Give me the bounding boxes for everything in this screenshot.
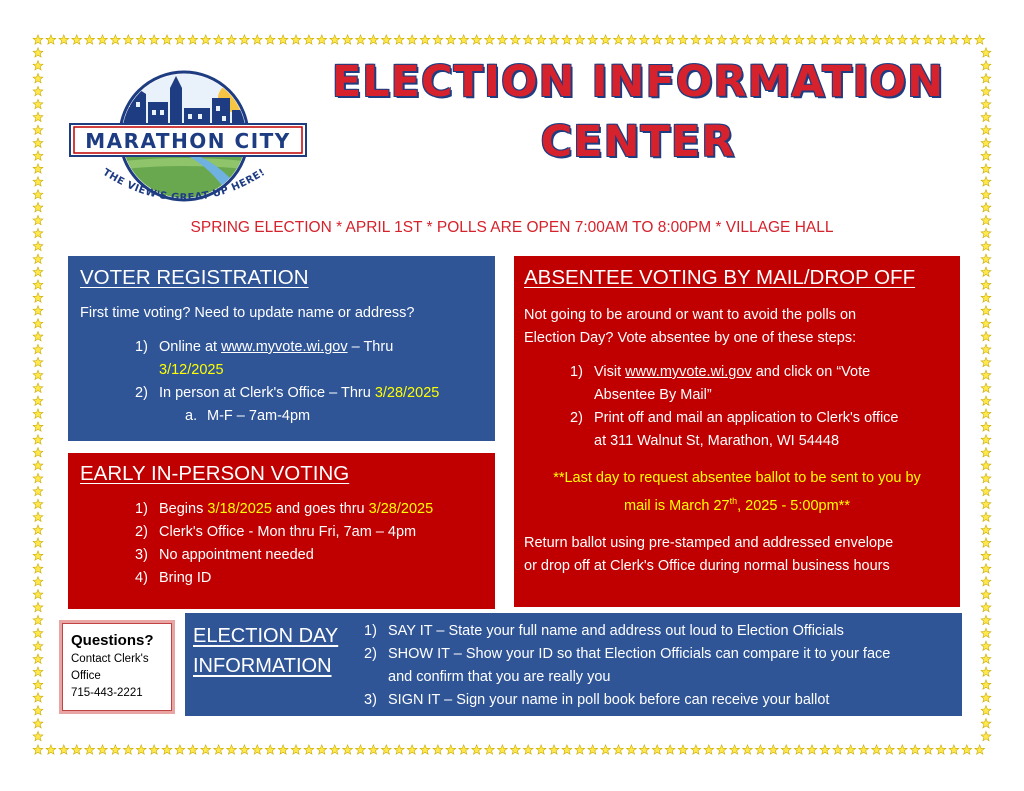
- border-star: [981, 448, 991, 457]
- border-star: [162, 745, 172, 754]
- border-star: [981, 86, 991, 95]
- border-star: [433, 745, 443, 754]
- border-star: [304, 745, 314, 754]
- border-star: [981, 48, 991, 57]
- border-star: [981, 99, 991, 108]
- border-star: [188, 745, 198, 754]
- border-star: [33, 409, 43, 418]
- border-star: [407, 35, 417, 44]
- border-star: [291, 745, 301, 754]
- page-title: [318, 52, 958, 172]
- border-star: [330, 35, 340, 44]
- border-star: [923, 745, 933, 754]
- border-star: [33, 590, 43, 599]
- border-star: [46, 745, 56, 754]
- border-star: [485, 35, 495, 44]
- border-star: [33, 422, 43, 431]
- border-star: [33, 86, 43, 95]
- border-star: [981, 602, 991, 611]
- border-star: [981, 332, 991, 341]
- border-star: [704, 35, 714, 44]
- border-star: [562, 745, 572, 754]
- logo-name: MARATHON CITY: [85, 129, 291, 153]
- border-star: [549, 35, 559, 44]
- border-star: [201, 745, 211, 754]
- border-star: [981, 435, 991, 444]
- border-star: [278, 745, 288, 754]
- border-star: [265, 35, 275, 44]
- border-star: [59, 745, 69, 754]
- border-star: [981, 577, 991, 586]
- border-star: [781, 35, 791, 44]
- myvote-link[interactable]: www.myvote.wi.gov: [625, 364, 752, 380]
- border-star: [981, 357, 991, 366]
- border-star: [981, 525, 991, 534]
- border-star: [407, 745, 417, 754]
- border-star: [98, 35, 108, 44]
- border-star: [981, 203, 991, 212]
- border-star: [33, 719, 43, 728]
- border-star: [510, 35, 520, 44]
- border-star: [756, 35, 766, 44]
- border-star: [123, 35, 133, 44]
- list-item: a. M-F – 7am-4pm: [185, 408, 311, 424]
- election-day-heading: ELECTION DAY INFORMATION: [193, 625, 339, 677]
- border-star: [981, 422, 991, 431]
- border-star: [981, 151, 991, 160]
- border-star: [33, 74, 43, 83]
- border-star: [33, 602, 43, 611]
- border-star: [33, 99, 43, 108]
- border-star: [227, 35, 237, 44]
- border-star: [601, 35, 611, 44]
- border-star: [304, 35, 314, 44]
- border-star: [33, 267, 43, 276]
- border-star: [33, 551, 43, 560]
- border-star: [33, 35, 43, 44]
- border-star: [981, 125, 991, 134]
- border-star: [562, 35, 572, 44]
- early-voting-panel: [68, 453, 495, 609]
- absentee-voting-heading: ABSENTEE VOTING BY MAIL/DROP OFF: [524, 266, 916, 289]
- border-star: [981, 164, 991, 173]
- border-star: [756, 745, 766, 754]
- border-star: [730, 35, 740, 44]
- border-star: [743, 745, 753, 754]
- border-star: [691, 745, 701, 754]
- border-star: [614, 35, 624, 44]
- border-star: [981, 319, 991, 328]
- border-star: [33, 486, 43, 495]
- border-star: [910, 745, 920, 754]
- border-star: [536, 35, 546, 44]
- list-item: 2) Clerk's Office - Mon thru Fri, 7am – 4pm: [135, 524, 417, 540]
- clerk-phone: 715-443-2221: [71, 687, 143, 699]
- border-star: [730, 745, 740, 754]
- early-voting-list: [80, 498, 485, 590]
- border-star: [678, 35, 688, 44]
- border-star: [981, 680, 991, 689]
- border-star: [33, 190, 43, 199]
- border-star: [46, 35, 56, 44]
- border-star: [33, 177, 43, 186]
- voter-registration-panel: [68, 256, 495, 441]
- border-star: [981, 486, 991, 495]
- border-star: [394, 745, 404, 754]
- border-star: [33, 628, 43, 637]
- border-star: [833, 35, 843, 44]
- border-star: [33, 615, 43, 624]
- border-star: [201, 35, 211, 44]
- absentee-intro: Not going to be around or want to avoid the polls on Election Day? Vote absentee by one of these steps:: [524, 307, 857, 346]
- border-star: [123, 745, 133, 754]
- election-day-list: [364, 620, 958, 712]
- border-star: [33, 319, 43, 328]
- border-star: [33, 461, 43, 470]
- list-item: 1) Online at www.myvote.wi.gov – Thru 3/12/2025: [135, 339, 394, 378]
- list-item: 3) SIGN IT – Sign your name in poll book before can receive your ballot: [364, 692, 830, 708]
- border-star: [575, 745, 585, 754]
- border-star: [981, 667, 991, 676]
- border-star: [981, 564, 991, 573]
- border-star: [317, 35, 327, 44]
- border-star: [981, 61, 991, 70]
- border-star: [981, 177, 991, 186]
- border-star: [846, 35, 856, 44]
- questions-title: Questions?: [71, 632, 154, 649]
- border-star: [265, 745, 275, 754]
- border-star: [33, 435, 43, 444]
- border-star: [33, 667, 43, 676]
- border-star: [936, 745, 946, 754]
- border-star: [291, 35, 301, 44]
- border-star: [85, 35, 95, 44]
- border-star: [872, 745, 882, 754]
- election-day-panel: [185, 613, 962, 716]
- border-star: [33, 112, 43, 121]
- border-star: [981, 461, 991, 470]
- border-star: [33, 138, 43, 147]
- voter-registration-list: [80, 336, 485, 428]
- border-star: [981, 344, 991, 353]
- border-star: [330, 745, 340, 754]
- border-star: [356, 35, 366, 44]
- border-star: [665, 35, 675, 44]
- border-star: [136, 35, 146, 44]
- border-star: [33, 332, 43, 341]
- border-star: [897, 35, 907, 44]
- border-star: [743, 35, 753, 44]
- logo-tagline: THE VIEW'S GREAT UP HERE!: [100, 166, 268, 204]
- border-star: [420, 745, 430, 754]
- border-star: [981, 693, 991, 702]
- border-star: [910, 35, 920, 44]
- absentee-return-info: Return ballot using pre-stamped and addressed envelope or drop off at Clerk's Office during normal business hours: [524, 534, 894, 574]
- border-star: [72, 745, 82, 754]
- border-star: [981, 190, 991, 199]
- list-item: 3) No appointment needed: [135, 547, 314, 563]
- questions-box: [59, 620, 175, 714]
- border-star: [33, 745, 43, 754]
- border-star: [149, 35, 159, 44]
- list-item: 2) Print off and mail an application to Clerk's office at 311 Walnut St, Marathon, WI 54448: [570, 410, 899, 449]
- border-star: [981, 473, 991, 482]
- border-star: [472, 745, 482, 754]
- border-star: [498, 745, 508, 754]
- border-star: [33, 48, 43, 57]
- border-star: [33, 370, 43, 379]
- title-line-1: ELECTION INFORMATION: [331, 57, 945, 107]
- border-star: [33, 654, 43, 663]
- border-star: [343, 745, 353, 754]
- border-star: [768, 745, 778, 754]
- border-star: [794, 35, 804, 44]
- border-star: [897, 745, 907, 754]
- border-star: [717, 745, 727, 754]
- border-star: [981, 654, 991, 663]
- voter-registration-heading: VOTER REGISTRATION: [80, 266, 309, 289]
- border-star: [33, 396, 43, 405]
- election-banner-text: SPRING ELECTION * APRIL 1ST * POLLS ARE OPEN 7:00AM TO 8:00PM * VILLAGE HALL: [190, 219, 834, 236]
- marathon-city-logo: [64, 58, 312, 210]
- border-star: [149, 745, 159, 754]
- border-star: [588, 745, 598, 754]
- border-star: [949, 35, 959, 44]
- border-star: [33, 125, 43, 134]
- border-star: [33, 241, 43, 250]
- absentee-steps-list: [524, 361, 950, 453]
- border-star: [420, 35, 430, 44]
- border-star: [639, 745, 649, 754]
- border-star: [981, 370, 991, 379]
- border-star: [33, 357, 43, 366]
- border-star: [381, 745, 391, 754]
- border-star: [510, 745, 520, 754]
- border-star: [381, 35, 391, 44]
- border-star: [33, 344, 43, 353]
- border-star: [981, 409, 991, 418]
- border-star: [717, 35, 727, 44]
- border-star: [33, 693, 43, 702]
- border-star: [665, 745, 675, 754]
- border-star: [859, 35, 869, 44]
- border-star: [317, 745, 327, 754]
- early-voting-heading: EARLY IN-PERSON VOTING: [80, 462, 350, 485]
- border-star: [33, 577, 43, 586]
- border-star: [278, 35, 288, 44]
- border-star: [981, 280, 991, 289]
- list-item: 1) Visit www.myvote.wi.gov and click on “Vote Absentee By Mail”: [570, 364, 871, 403]
- border-star: [614, 745, 624, 754]
- border-star: [33, 538, 43, 547]
- border-star: [85, 745, 95, 754]
- border-star: [588, 35, 598, 44]
- border-star: [936, 35, 946, 44]
- border-star: [820, 745, 830, 754]
- border-star: [472, 35, 482, 44]
- border-star: [214, 35, 224, 44]
- list-item: 1) SAY IT – State your full name and address out loud to Election Officials: [364, 623, 844, 639]
- list-item: 2) In person at Clerk's Office – Thru 3/28/2025: [135, 385, 440, 401]
- list-item: 4) Bring ID: [135, 570, 212, 586]
- border-star: [33, 706, 43, 715]
- border-star: [214, 745, 224, 754]
- border-star: [981, 306, 991, 315]
- border-star: [678, 745, 688, 754]
- border-star: [33, 61, 43, 70]
- list-item: 1) Begins 3/18/2025 and goes thru 3/28/2025: [135, 501, 434, 517]
- border-star: [691, 35, 701, 44]
- border-star: [33, 680, 43, 689]
- border-star: [343, 35, 353, 44]
- border-star: [981, 267, 991, 276]
- border-star: [252, 35, 262, 44]
- border-star: [781, 745, 791, 754]
- border-star: [652, 35, 662, 44]
- border-star: [33, 731, 43, 740]
- border-star: [923, 35, 933, 44]
- border-star: [981, 590, 991, 599]
- border-star: [136, 745, 146, 754]
- border-star: [59, 35, 69, 44]
- border-star: [981, 112, 991, 121]
- border-star: [33, 383, 43, 392]
- border-star: [523, 35, 533, 44]
- border-star: [627, 745, 637, 754]
- myvote-link[interactable]: www.myvote.wi.gov: [221, 339, 348, 355]
- border-star: [33, 512, 43, 521]
- border-star: [33, 473, 43, 482]
- border-star: [433, 35, 443, 44]
- border-star: [33, 448, 43, 457]
- border-star: [33, 164, 43, 173]
- border-star: [794, 745, 804, 754]
- border-star: [981, 538, 991, 547]
- border-star: [111, 35, 121, 44]
- border-star: [369, 35, 379, 44]
- border-star: [98, 745, 108, 754]
- absentee-deadline-note: **Last day to request absentee ballot to be sent to you by mail is March 27th, 2025 - 5:00pm**: [553, 470, 921, 514]
- border-star: [188, 35, 198, 44]
- border-star: [627, 35, 637, 44]
- border-star: [485, 745, 495, 754]
- border-star: [807, 35, 817, 44]
- border-star: [33, 280, 43, 289]
- border-star: [240, 745, 250, 754]
- border-star: [33, 151, 43, 160]
- border-star: [981, 615, 991, 624]
- border-star: [820, 35, 830, 44]
- border-star: [575, 35, 585, 44]
- border-star: [498, 35, 508, 44]
- border-star: [704, 745, 714, 754]
- border-star: [885, 745, 895, 754]
- border-star: [652, 745, 662, 754]
- border-star: [33, 306, 43, 315]
- border-star: [981, 254, 991, 263]
- border-star: [252, 745, 262, 754]
- border-star: [356, 745, 366, 754]
- border-star: [33, 525, 43, 534]
- border-star: [33, 641, 43, 650]
- border-star: [446, 745, 456, 754]
- border-star: [981, 74, 991, 83]
- border-star: [601, 745, 611, 754]
- border-star: [981, 512, 991, 521]
- border-star: [981, 551, 991, 560]
- absentee-voting-panel: [514, 256, 960, 607]
- border-star: [981, 499, 991, 508]
- border-star: [175, 35, 185, 44]
- border-star: [639, 35, 649, 44]
- border-star: [981, 731, 991, 740]
- border-star: [981, 293, 991, 302]
- border-star: [885, 35, 895, 44]
- border-star: [240, 35, 250, 44]
- border-star: [975, 35, 985, 44]
- border-star: [162, 35, 172, 44]
- border-star: [523, 745, 533, 754]
- border-star: [394, 35, 404, 44]
- border-star: [807, 745, 817, 754]
- border-star: [962, 745, 972, 754]
- border-star: [72, 35, 82, 44]
- border-star: [872, 35, 882, 44]
- voter-registration-intro: First time voting? Need to update name or address?: [80, 305, 415, 321]
- border-star: [33, 499, 43, 508]
- border-star: [981, 138, 991, 147]
- border-star: [227, 745, 237, 754]
- border-star: [981, 396, 991, 405]
- border-star: [833, 745, 843, 754]
- border-star: [975, 745, 985, 754]
- title-line-2: CENTER: [540, 117, 736, 167]
- border-star: [459, 35, 469, 44]
- border-star: [33, 254, 43, 263]
- border-star: [369, 745, 379, 754]
- border-star: [859, 745, 869, 754]
- border-star: [981, 641, 991, 650]
- border-star: [949, 745, 959, 754]
- online-deadline-date: 3/12/2025: [159, 362, 224, 378]
- border-star: [536, 745, 546, 754]
- border-star: [846, 745, 856, 754]
- border-star: [768, 35, 778, 44]
- border-star: [981, 241, 991, 250]
- border-star: [981, 628, 991, 637]
- border-star: [446, 35, 456, 44]
- border-star: [962, 35, 972, 44]
- border-star: [33, 564, 43, 573]
- border-star: [981, 383, 991, 392]
- border-star: [175, 745, 185, 754]
- border-star: [549, 745, 559, 754]
- questions-contact: Contact Clerk's Office 715-443-2221: [71, 653, 149, 699]
- border-star: [33, 293, 43, 302]
- border-star: [33, 203, 43, 212]
- in-person-deadline-date: 3/28/2025: [374, 385, 440, 401]
- border-star: [111, 745, 121, 754]
- border-star: [459, 745, 469, 754]
- border-star: [981, 706, 991, 715]
- list-item: 2) SHOW IT – Show your ID so that Election Officials can compare it to your face and confirm that you are really you: [364, 646, 891, 685]
- border-star: [981, 719, 991, 728]
